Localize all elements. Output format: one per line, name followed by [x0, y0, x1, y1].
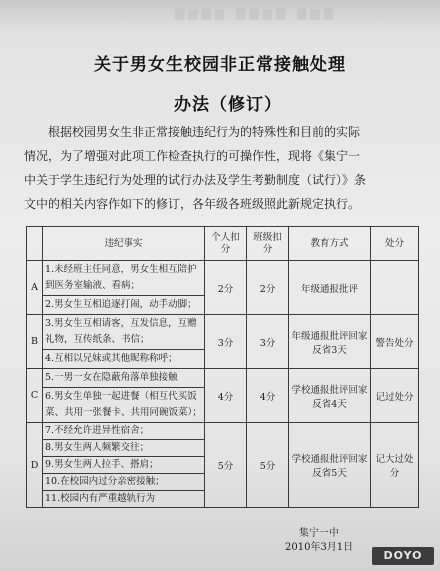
punishment	[371, 261, 419, 315]
watermark-logo: DOYO	[372, 547, 434, 565]
violation-item: 7.不经允许进异性宿舍；	[43, 423, 205, 440]
signature-block	[285, 527, 353, 555]
personal-points: 5分	[205, 423, 247, 508]
class-points: 4分	[247, 369, 289, 423]
personal-points: 2分	[205, 261, 247, 315]
paragraph-line: 情况，为了增强对此项工作检查执行的可操作性，现将《集宁一	[24, 149, 361, 163]
violation-item: 10.在校园内过分亲密接触；	[43, 474, 205, 491]
table-row	[27, 423, 419, 440]
document-title: 关于男女生校园非正常接触处理	[94, 55, 346, 75]
table-row	[27, 261, 419, 296]
violation-item: 1.未经班主任同意，男女生相互陪护到医务室输液、看病；	[43, 261, 205, 296]
header-class-points: 班级扣分	[247, 227, 289, 261]
table-header-row	[27, 227, 419, 261]
grade-label: C	[27, 369, 43, 423]
table-row	[27, 315, 419, 350]
violation-item: 2.男女生互相追逐打闹，动手动脚；	[43, 296, 205, 315]
paragraph-line: 中关于学生违纪行为处理的试行办法及学生考勤制度（试行）》条	[24, 173, 367, 187]
paragraph-line: 文中的相关内容作如下的修订，各年级各班级照此新规定执行。	[24, 197, 361, 211]
header-punishment: 处分	[371, 227, 419, 261]
punishment: 记大过处分	[371, 423, 419, 508]
header-education-method: 教育方式	[289, 227, 371, 261]
bleed-through-text: ▇▆▇▆ ▇▇▆▇ ▇▆▇	[175, 6, 337, 20]
education-method: 学校通报批评回家反省4天	[289, 369, 371, 423]
header-violation: 违纪事实	[43, 227, 205, 261]
document-subtitle: 办法（修订）	[174, 95, 282, 115]
punishment: 警告处分	[371, 315, 419, 369]
education-method: 年级通报批评	[289, 261, 371, 315]
violation-item: 8.男女生两人频繁交往；	[43, 440, 205, 457]
intro-paragraph	[24, 120, 416, 216]
violation-item: 3.男女生互相请客，互发信息，互赠礼物，互传纸条、书信；	[43, 315, 205, 350]
penalty-table	[26, 226, 419, 508]
personal-points: 3分	[205, 315, 247, 369]
signature-org: 集宁一中	[299, 528, 339, 539]
class-points: 3分	[247, 315, 289, 369]
paragraph-line: 根据校园男女生非正常接触违纪行为的特殊性和目前的实际	[48, 125, 361, 139]
class-points: 5分	[247, 423, 289, 508]
grade-label: A	[27, 261, 43, 315]
education-method: 学校通报批评回家反省5天	[289, 423, 371, 508]
table-row	[27, 369, 419, 388]
violation-item: 6.男女生单独一起进餐（相互代买饭菜、共用一张餐卡、共用同碗饭菜）；	[43, 388, 205, 423]
signature-date: 2010年3月1日	[285, 542, 354, 553]
violation-item: 9.男女生两人拉手、搭肩；	[43, 457, 205, 474]
violation-item: 11.校园内有严重越轨行为	[43, 491, 205, 508]
violation-item: 4.互相以兄妹或其他昵称称呼；	[43, 350, 205, 369]
grade-label: D	[27, 423, 43, 508]
class-points: 2分	[247, 261, 289, 315]
violation-item: 5.一男一女在隐蔽角落单独接触	[43, 369, 205, 388]
grade-label: B	[27, 315, 43, 369]
education-method: 年级通报批评回家反省3天	[289, 315, 371, 369]
punishment: 记过处分	[371, 369, 419, 423]
personal-points: 4分	[205, 369, 247, 423]
header-personal-points: 个人扣分	[205, 227, 247, 261]
